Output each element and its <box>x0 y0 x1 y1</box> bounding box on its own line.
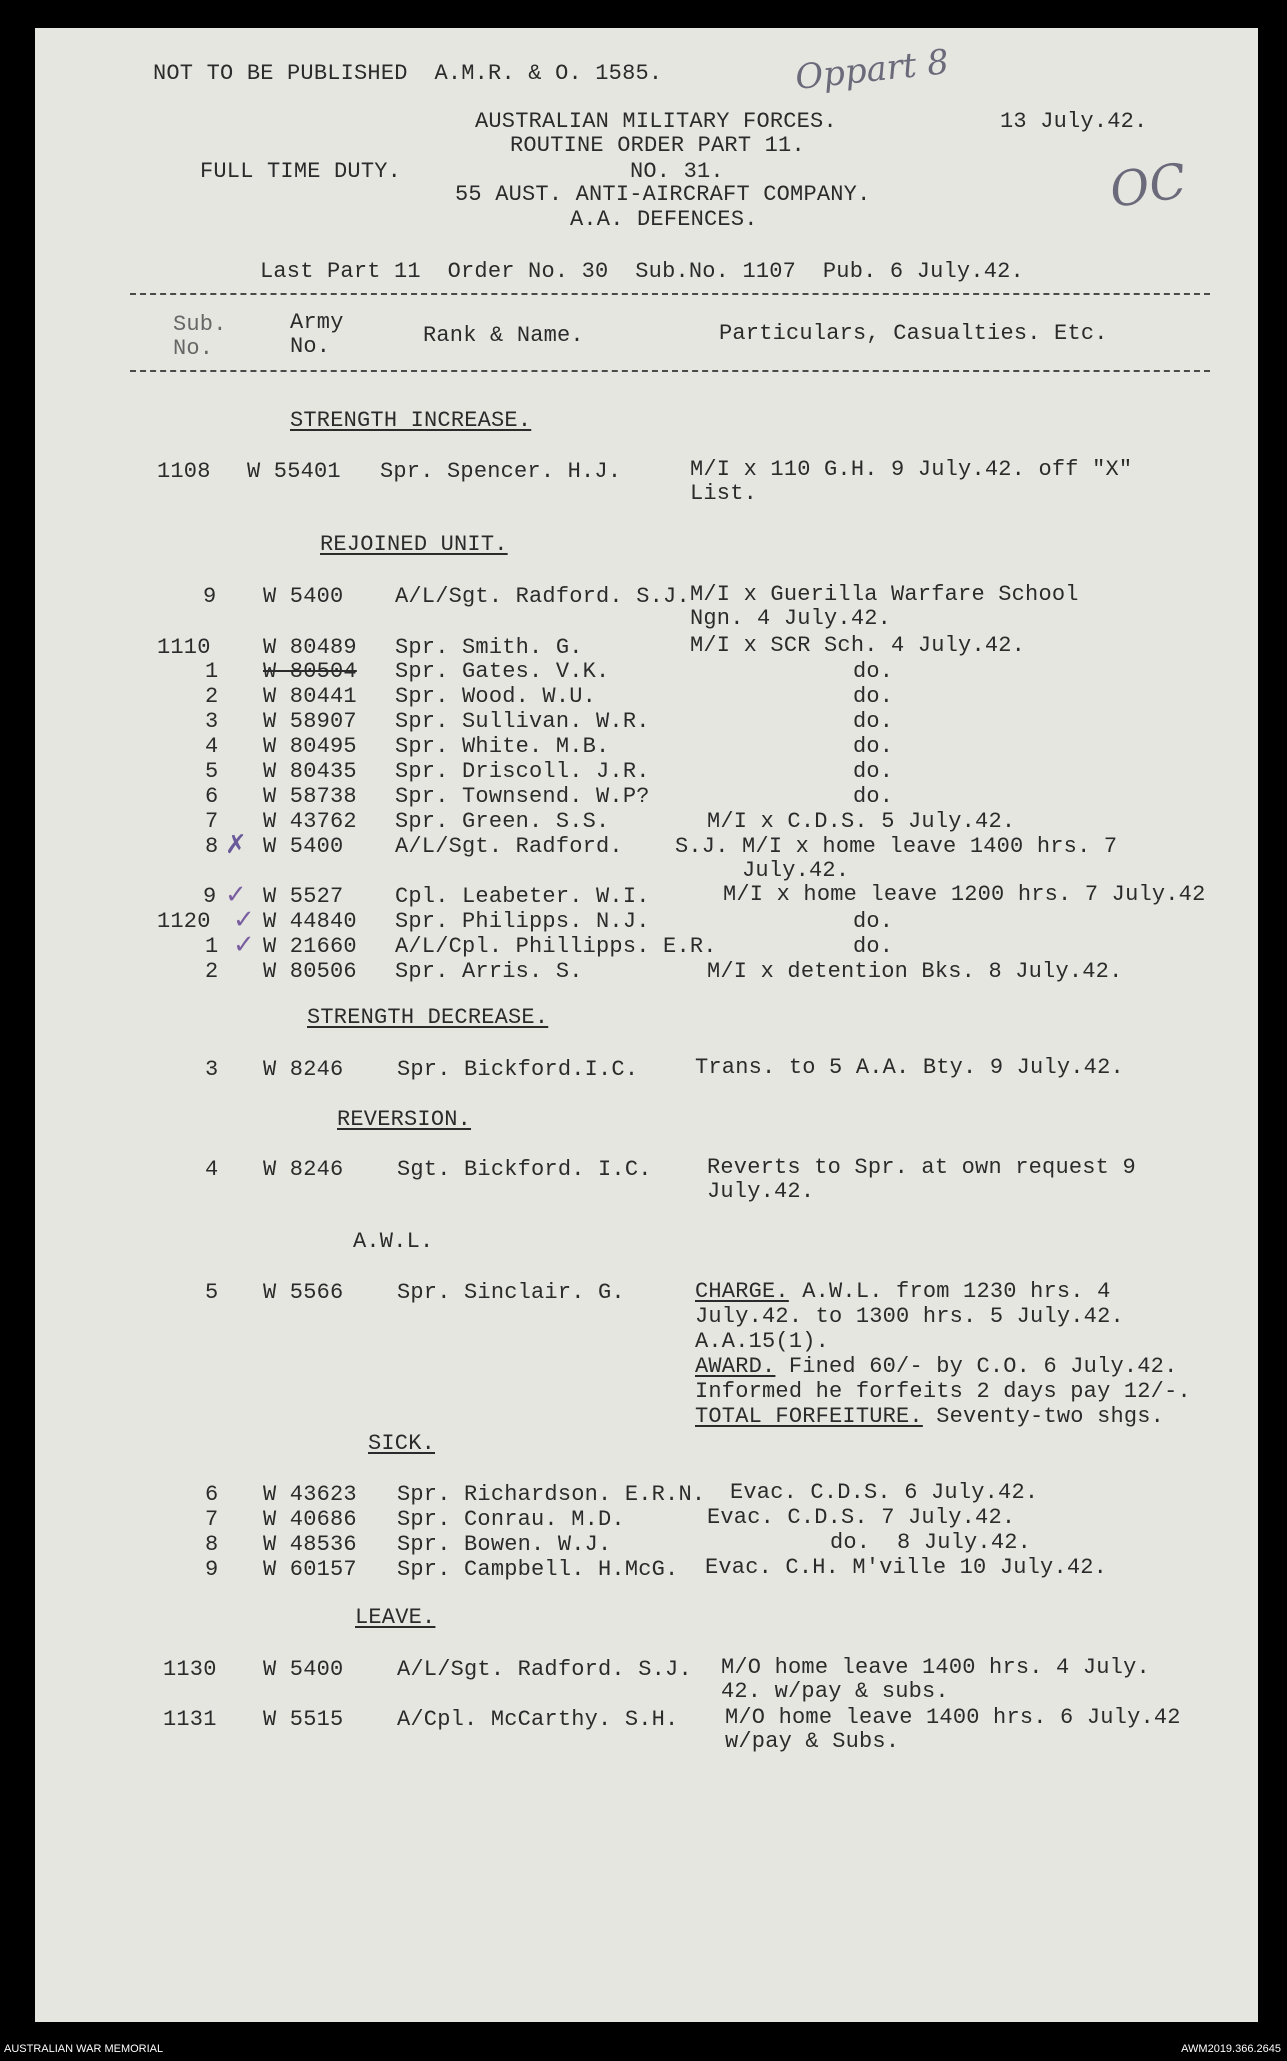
row-army: W 8246 <box>263 1157 344 1182</box>
row-name: Spr. Wood. W.U. <box>395 684 597 709</box>
row-name: A/L/Sgt. Radford. S.J. <box>395 584 690 609</box>
row-sub: 9 <box>205 1557 219 1582</box>
heading-reversion: REVERSION. <box>337 1107 472 1132</box>
row-sub: 1130 <box>163 1657 217 1682</box>
row-sub: 6 <box>205 1482 219 1507</box>
award-label: AWARD. <box>695 1354 776 1379</box>
row-particulars: M/I x C.D.S. 5 July.42. <box>707 809 1016 834</box>
row-sub: 1 <box>205 659 219 684</box>
divider-top <box>130 293 1210 295</box>
row-name: Spr. Sullivan. W.R. <box>395 709 650 734</box>
row-army: W 60157 <box>263 1557 357 1582</box>
row-sub: 4 <box>205 734 219 759</box>
row-army: W 55401 <box>247 459 341 484</box>
row-particulars: M/I x 110 G.H. 9 July.42. off "X" List. <box>690 457 1133 506</box>
awl-detail <box>695 1279 1191 1429</box>
check-mark-icon: ✓ <box>233 905 255 935</box>
row-particulars: do. <box>853 934 894 959</box>
row-name: Spr. Green. S.S. <box>395 809 610 834</box>
row-sub: 3 <box>205 709 219 734</box>
row-sub: 7 <box>205 809 219 834</box>
full-time-duty: FULL TIME DUTY. <box>200 159 402 184</box>
row-army: W 5400 <box>263 1657 344 1682</box>
row-particulars: do. <box>853 759 894 784</box>
row-particulars: S.J. M/I x home leave 1400 hrs. 7 July.42. <box>675 834 1118 883</box>
row-army: W 5527 <box>263 884 344 909</box>
total-text: Seventy-two shgs. <box>922 1404 1165 1429</box>
row-army: W 58738 <box>263 784 357 809</box>
not-to-be-published: NOT TO BE PUBLISHED A.M.R. & O. 1585. <box>153 61 663 86</box>
row-sub: 8 <box>205 1532 219 1557</box>
row-particulars: do. <box>853 684 894 709</box>
row-name: A/L/Sgt. Radford. S.J. <box>397 1657 692 1682</box>
row-army: W 5566 <box>263 1280 344 1305</box>
row-sub: 1110 <box>157 635 211 660</box>
row-name: Spr. Campbell. H.McG. <box>397 1557 679 1582</box>
row-army: W 48536 <box>263 1532 357 1557</box>
company-name: 55 AUST. ANTI-AIRCRAFT COMPANY. <box>455 182 871 207</box>
row-sub: 2 <box>205 684 219 709</box>
row-name: Spr. Arris. S. <box>395 959 583 984</box>
row-name: Cpl. Leabeter. W.I. <box>395 884 650 909</box>
col-rank: Rank & Name. <box>423 323 584 348</box>
row-name: Spr. Sinclair. G. <box>397 1280 625 1305</box>
row-army: W 40686 <box>263 1507 357 1532</box>
row-particulars: M/O home leave 1400 hrs. 6 July.42 w/pay & Subs. <box>725 1705 1181 1754</box>
row-name: Spr. Richardson. E.R.N. <box>397 1482 706 1507</box>
charge-text: A.W.L. from 1230 hrs. 4 July.42. to 1300 hrs. 5 July.42. A.A.15(1). <box>695 1279 1124 1354</box>
order-number: NO. 31. <box>630 159 724 184</box>
row-name: Spr. Driscoll. J.R. <box>395 759 650 784</box>
row-name: Spr. Philipps. N.J. <box>395 909 650 934</box>
row-sub: 9 <box>203 584 217 609</box>
row-name: Spr. White. M.B. <box>395 734 610 759</box>
row-particulars: do. <box>853 659 894 684</box>
row-sub: 1108 <box>157 459 211 484</box>
col-sub: Sub. No. <box>173 312 227 361</box>
row-sub: 3 <box>205 1057 219 1082</box>
heading-strength-decrease: STRENGTH DECREASE. <box>307 1005 549 1030</box>
charge-label: CHARGE. <box>695 1279 789 1304</box>
row-particulars: do. 8 July.42. <box>830 1530 1032 1555</box>
row-particulars: Trans. to 5 A.A. Bty. 9 July.42. <box>695 1055 1124 1080</box>
org-title: AUSTRALIAN MILITARY FORCES. <box>475 109 837 134</box>
document-page <box>35 28 1258 2022</box>
row-particulars: do. <box>853 709 894 734</box>
row-name: Spr. Townsend. W.P? <box>395 784 650 809</box>
row-army: W 80441 <box>263 684 357 709</box>
row-particulars: Reverts to Spr. at own request 9 July.42. <box>707 1155 1136 1204</box>
row-sub: 7 <box>205 1507 219 1532</box>
row-army: W 5400 <box>263 584 344 609</box>
row-name: A/Cpl. McCarthy. S.H. <box>397 1707 679 1732</box>
row-name: Spr. Spencer. H.J. <box>380 459 622 484</box>
row-particulars: Evac. C.D.S. 6 July.42. <box>730 1480 1039 1505</box>
routine-order: ROUTINE ORDER PART 11. <box>510 133 805 158</box>
row-particulars: do. <box>853 784 894 809</box>
row-name: Spr. Bowen. W.J. <box>397 1532 612 1557</box>
row-name: Spr. Gates. V.K. <box>395 659 610 684</box>
row-army: W 43762 <box>263 809 357 834</box>
row-particulars: M/I x detention Bks. 8 July.42. <box>707 959 1123 984</box>
defences: A.A. DEFENCES. <box>570 207 758 232</box>
row-name: Spr. Smith. G. <box>395 635 583 660</box>
row-particulars: M/I x SCR Sch. 4 July.42. <box>690 633 1026 658</box>
row-army: W 21660 <box>263 934 357 959</box>
row-sub: 1131 <box>163 1707 217 1732</box>
col-particulars: Particulars, Casualties. Etc. <box>719 321 1108 346</box>
check-mark-icon: ✓ <box>225 880 247 910</box>
row-particulars: M/O home leave 1400 hrs. 4 July. 42. w/pay & subs. <box>721 1655 1150 1704</box>
heading-awl: A.W.L. <box>353 1229 434 1254</box>
row-particulars: do. <box>853 909 894 934</box>
divider-bottom <box>130 370 1210 372</box>
handwritten-oc: OC <box>1106 152 1190 220</box>
award-text: Fined 60/- by C.O. 6 July.42. Informed he forfeits 2 days pay 12/-. <box>695 1354 1191 1404</box>
row-particulars: Evac. C.H. M'ville 10 July.42. <box>705 1555 1108 1580</box>
row-army: W 43623 <box>263 1482 357 1507</box>
row-particulars: Evac. C.D.S. 7 July.42. <box>707 1505 1016 1530</box>
row-sub: 9 <box>203 884 217 909</box>
total-label: TOTAL FORFEITURE. <box>695 1404 923 1429</box>
row-name: Spr. Bickford.I.C. <box>397 1057 639 1082</box>
row-army: W 80504 <box>263 659 357 684</box>
cross-mark-icon: ✗ <box>225 830 247 860</box>
row-sub: 8 <box>205 834 219 859</box>
row-army: W 80435 <box>263 759 357 784</box>
row-sub: 2 <box>205 959 219 984</box>
row-sub: 6 <box>205 784 219 809</box>
row-sub: 1120 <box>157 909 211 934</box>
row-sub: 5 <box>205 759 219 784</box>
heading-sick: SICK. <box>368 1431 436 1456</box>
row-army: W 5400 <box>263 834 344 859</box>
row-army: W 80506 <box>263 959 357 984</box>
footer-left: AUSTRALIAN WAR MEMORIAL <box>4 2043 164 2055</box>
row-sub: 1 <box>205 934 219 959</box>
last-order-line: Last Part 11 Order No. 30 Sub.No. 1107 Pub. 6 July.42. <box>260 259 1024 284</box>
row-particulars: do. <box>853 734 894 759</box>
row-army: W 5515 <box>263 1707 344 1732</box>
row-sub: 5 <box>205 1280 219 1305</box>
row-army: W 80489 <box>263 635 357 660</box>
heading-leave: LEAVE. <box>355 1605 436 1630</box>
row-army: W 44840 <box>263 909 357 934</box>
row-particulars: M/I x Guerilla Warfare School Ngn. 4 July.42. <box>690 582 1079 631</box>
row-army: W 80495 <box>263 734 357 759</box>
row-name: Sgt. Bickford. I.C. <box>397 1157 652 1182</box>
row-particulars: M/I x home leave 1200 hrs. 7 July.42 <box>723 882 1206 907</box>
footer-right: AWM2019.366.2645 <box>1181 2043 1281 2055</box>
row-army: W 58907 <box>263 709 357 734</box>
heading-strength-increase: STRENGTH INCREASE. <box>290 408 532 433</box>
check-mark-icon: ✓ <box>233 930 255 960</box>
heading-rejoined: REJOINED UNIT. <box>320 532 508 557</box>
col-army: Army No. <box>290 310 344 359</box>
handwritten-annotation: Oppart 8 <box>793 42 951 98</box>
row-name: Spr. Conrau. M.D. <box>397 1507 625 1532</box>
row-name: A/L/Cpl. Phillipps. E.R. <box>395 934 717 959</box>
row-name: A/L/Sgt. Radford. <box>395 834 623 859</box>
row-army: W 8246 <box>263 1057 344 1082</box>
row-sub: 4 <box>205 1157 219 1182</box>
order-date: 13 July.42. <box>1000 109 1148 134</box>
